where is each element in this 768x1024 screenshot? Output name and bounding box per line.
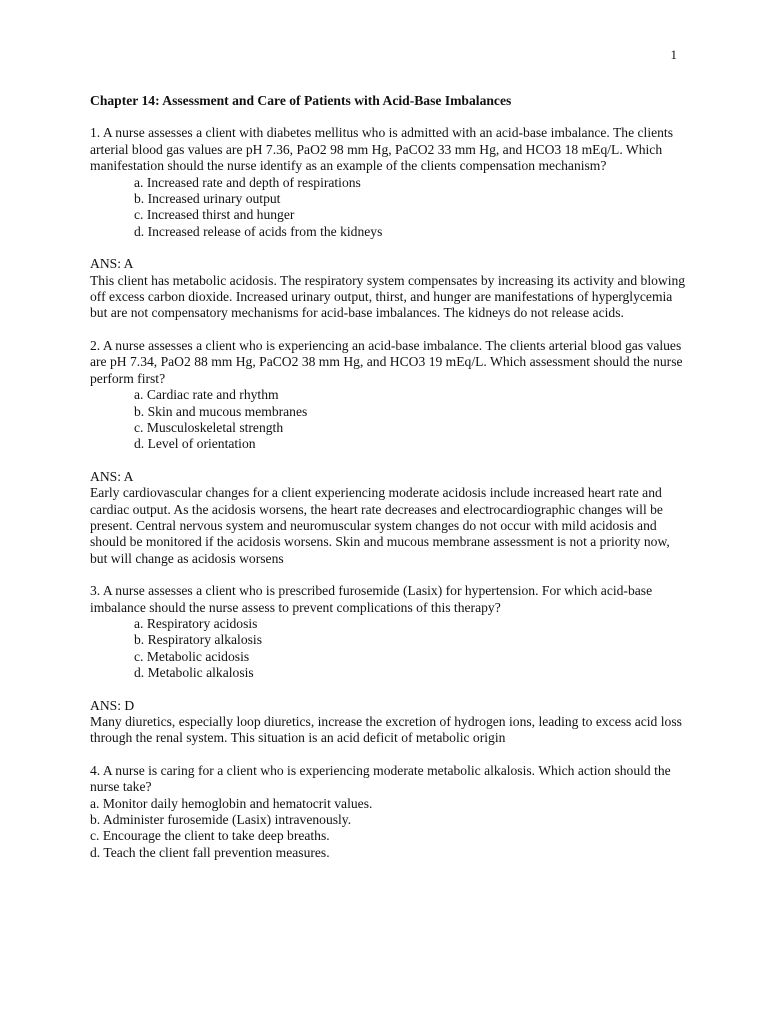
option-b: b. Increased urinary output [134, 191, 281, 207]
option-b: b. Administer furosemide (Lasix) intravenously. [90, 812, 352, 828]
answer-label: ANS: D [90, 697, 135, 713]
option-c: c. Encourage the client to take deep breaths. [90, 828, 330, 844]
option-d: d. Teach the client fall prevention measures. [90, 844, 330, 860]
question-3 [90, 583, 690, 681]
option-c: c. Musculoskeletal strength [134, 419, 284, 435]
answer-options [90, 387, 690, 453]
option-a: a. Respiratory acidosis [134, 615, 258, 631]
option-b: b. Respiratory alkalosis [134, 632, 262, 648]
option-d: d. Level of orientation [134, 436, 256, 452]
answer-options [90, 796, 690, 862]
question-stem: 2. A nurse assesses a client who is experiencing an acid-base imbalance. The clients arterial blood gas values are pH 7.34, PaO2 88 mm Hg, PaCO2 38 mm Hg, and HCO3 19 mEq/L. Which assessment should the nurse perform first? [90, 337, 683, 386]
page-number: 1 [670, 47, 677, 62]
rationale: This client has metabolic acidosis. The respiratory system compensates by increasing its activity and blowing off excess carbon dioxide. Increased urinary output, thirst, and hunger are manifestations of hyperglycemia but are not compensatory mechanisms for acid-base imbalances. The kidneys do not release acids. [90, 272, 686, 321]
option-d: d. Metabolic alkalosis [134, 665, 254, 681]
answer-label: ANS: A [90, 468, 134, 484]
option-a: a. Monitor daily hemoglobin and hematocrit values. [90, 795, 373, 811]
option-c: c. Increased thirst and hunger [134, 207, 295, 223]
rationale: Many diuretics, especially loop diuretics, increase the excretion of hydrogen ions, leading to excess acid loss through the renal system. This situation is an acid deficit of metabolic origin [90, 714, 682, 746]
option-b: b. Skin and mucous membranes [134, 403, 308, 419]
rationale: Early cardiovascular changes for a client experiencing moderate acidosis include increased heart rate and cardiac output. As the acidosis worsens, the heart rate decreases and electrocardiographic changes will be present. Central nervous system and neuromuscular system changes do not occur with mild acidosis and should be monitored if the acidosis worsens. Skin and mucous membrane assessment is not a priority now, but will change as acidosis worsens [90, 485, 670, 566]
question-1 [90, 125, 690, 240]
answer-block-3 [90, 698, 690, 747]
chapter-title: Chapter 14: Assessment and Care of Patients with Acid-Base Imbalances [90, 93, 512, 108]
question-stem: 1. A nurse assesses a client with diabetes mellitus who is admitted with an acid-base imbalance. The clients arterial blood gas values are pH 7.36, PaO2 98 mm Hg, PaCO2 33 mm Hg, and HCO3 18 mEq/L. Which manifestation should the nurse identify as an example of the clients compensation mechanism? [90, 125, 674, 174]
question-stem: 3. A nurse assesses a client who is prescribed furosemide (Lasix) for hypertension. For which acid-base imbalance should the nurse assess to prevent complications of this therapy? [90, 583, 653, 615]
answer-options [90, 175, 690, 241]
option-a: a. Increased rate and depth of respirations [134, 174, 361, 190]
question-2 [90, 338, 690, 453]
question-4 [90, 763, 690, 861]
document-body [90, 93, 690, 877]
answer-label: ANS: A [90, 256, 134, 272]
question-stem: 4. A nurse is caring for a client who is experiencing moderate metabolic alkalosis. Which action should the nurse take? [90, 762, 671, 795]
answer-block-2 [90, 469, 690, 567]
answer-block-1 [90, 256, 690, 322]
option-d: d. Increased release of acids from the kidneys [134, 223, 383, 239]
option-c: c. Metabolic acidosis [134, 648, 250, 664]
answer-options [90, 616, 690, 682]
option-a: a. Cardiac rate and rhythm [134, 387, 279, 403]
